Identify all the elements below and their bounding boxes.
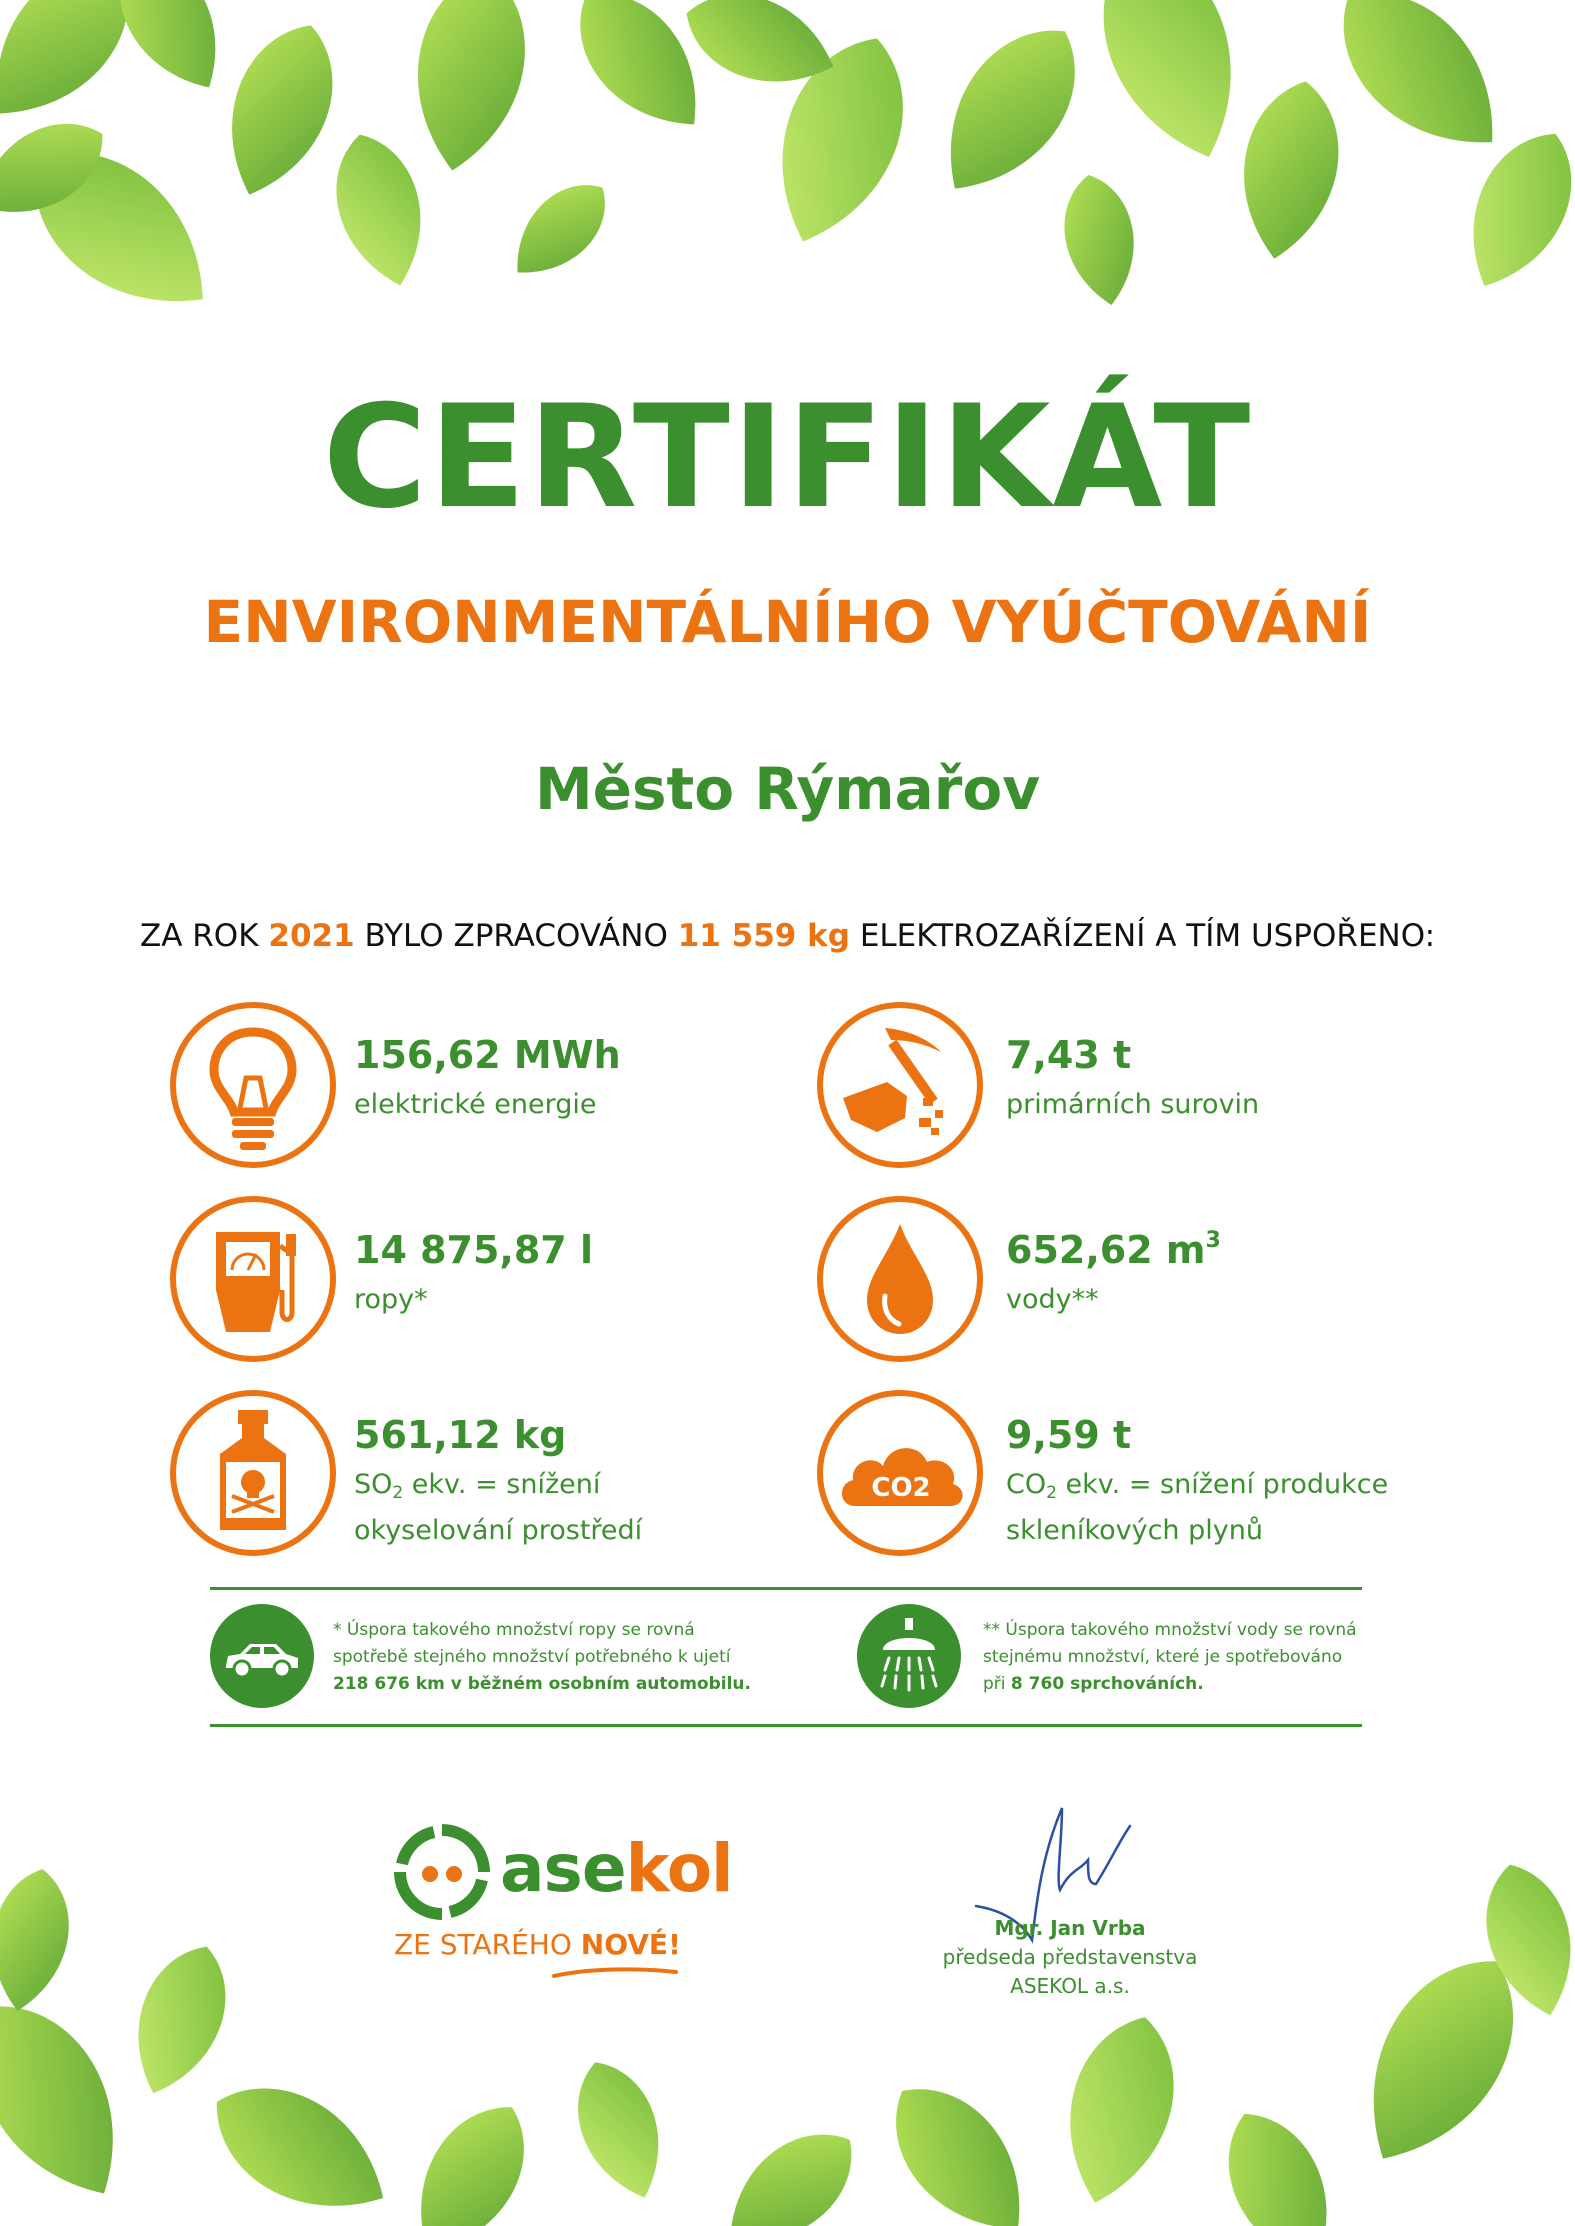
slogan-bold: NOVÉ! bbox=[580, 1928, 681, 1961]
stat-water-value bbox=[1006, 1228, 1221, 1272]
note-shower-line3-bold: 8 760 sprchováních. bbox=[1010, 1674, 1204, 1694]
water-drop-icon bbox=[815, 1194, 985, 1364]
pickaxe-icon bbox=[815, 1000, 985, 1170]
fuel-pump-icon bbox=[168, 1194, 338, 1364]
intro-text-3: ELEKTROZAŘÍZENÍ A TÍM USPOŘENO: bbox=[849, 918, 1436, 954]
stat-so2-value: 561,12 kg bbox=[354, 1413, 567, 1457]
intro-sentence bbox=[0, 918, 1575, 954]
divider-bottom bbox=[210, 1724, 1362, 1727]
stat-so2-label bbox=[354, 1466, 642, 1549]
note-shower-line1: ** Úspora takového množství vody se rovná bbox=[983, 1620, 1357, 1640]
stat-so2-text: ekv. = snížení bbox=[403, 1469, 601, 1500]
note-car bbox=[333, 1617, 773, 1698]
logo-slogan bbox=[394, 1928, 681, 1961]
stat-raw-value: 7,43 t bbox=[1006, 1033, 1132, 1077]
note-shower-line2: stejnému množství, které je spotřebováno bbox=[983, 1647, 1343, 1667]
slogan-text: ZE STARÉHO bbox=[394, 1928, 581, 1961]
intro-amount: 11 559 kg bbox=[677, 918, 850, 954]
certificate-subtitle: ENVIRONMENTÁLNÍHO VYÚČTOVÁNÍ bbox=[203, 588, 1372, 656]
intro-year: 2021 bbox=[268, 918, 355, 954]
logo-word-orange: kol bbox=[625, 1830, 733, 1907]
stat-co2-text: ekv. = snížení produkce bbox=[1056, 1469, 1389, 1500]
co2-cloud-icon bbox=[815, 1388, 985, 1558]
certificate-title: CERTIFIKÁT bbox=[322, 375, 1253, 540]
intro-text-2: BYLO ZPRACOVÁNO bbox=[354, 918, 678, 954]
stat-so2-text-line2: okyselování prostředí bbox=[354, 1515, 643, 1546]
slogan-underline bbox=[550, 1966, 680, 1980]
stat-energy-label: elektrické energie bbox=[354, 1089, 597, 1120]
note-car-line3: 218 676 km v běžném osobním automobilu. bbox=[333, 1674, 751, 1694]
co2-icon-text: CO2 bbox=[871, 1473, 931, 1503]
stat-oil-value: 14 875,87 l bbox=[354, 1228, 594, 1272]
note-shower bbox=[983, 1617, 1423, 1698]
stat-co2-formula: CO bbox=[1006, 1469, 1047, 1500]
stat-energy-value: 156,62 MWh bbox=[354, 1033, 621, 1077]
stat-water-unit-exponent: 3 bbox=[1205, 1228, 1221, 1253]
car-icon bbox=[210, 1604, 314, 1708]
stat-raw-label: primárních surovin bbox=[1006, 1089, 1260, 1120]
stat-co2-subscript: 2 bbox=[1046, 1483, 1057, 1503]
logo-word-green: ase bbox=[500, 1830, 626, 1907]
recycle-face-icon bbox=[394, 1824, 490, 1920]
note-car-line2: spotřebě stejného množství potřebného k ujetí bbox=[333, 1647, 731, 1667]
stat-co2-label bbox=[1006, 1466, 1388, 1549]
note-shower-line3-pre: při bbox=[983, 1674, 1011, 1694]
stat-so2-subscript: 2 bbox=[392, 1483, 404, 1503]
recipient-name: Město Rýmařov bbox=[534, 755, 1041, 823]
stat-oil-label: ropy* bbox=[354, 1284, 428, 1315]
poison-bottle-icon bbox=[168, 1388, 338, 1558]
stat-water-number: 652,62 m bbox=[1006, 1228, 1206, 1272]
intro-text-1: ZA ROK bbox=[139, 918, 269, 954]
light-bulb-icon bbox=[168, 1000, 338, 1170]
shower-icon bbox=[857, 1604, 961, 1708]
note-car-line1: * Úspora takového množství ropy se rovná bbox=[333, 1620, 695, 1640]
divider-top bbox=[210, 1587, 1362, 1590]
signatory-role: předseda představenstva bbox=[942, 1945, 1198, 1969]
signatory-name: Mgr. Jan Vrba bbox=[994, 1916, 1146, 1940]
asekol-logo bbox=[390, 1820, 733, 1980]
stat-co2-value: 9,59 t bbox=[1006, 1413, 1132, 1457]
stat-so2-formula: SO bbox=[354, 1469, 393, 1500]
signatory-organization: ASEKOL a.s. bbox=[1010, 1974, 1130, 1998]
stat-co2-text-line2: skleníkových plynů bbox=[1006, 1515, 1263, 1546]
logo-wordmark bbox=[500, 1830, 733, 1907]
stat-water-label: vody** bbox=[1006, 1284, 1099, 1315]
